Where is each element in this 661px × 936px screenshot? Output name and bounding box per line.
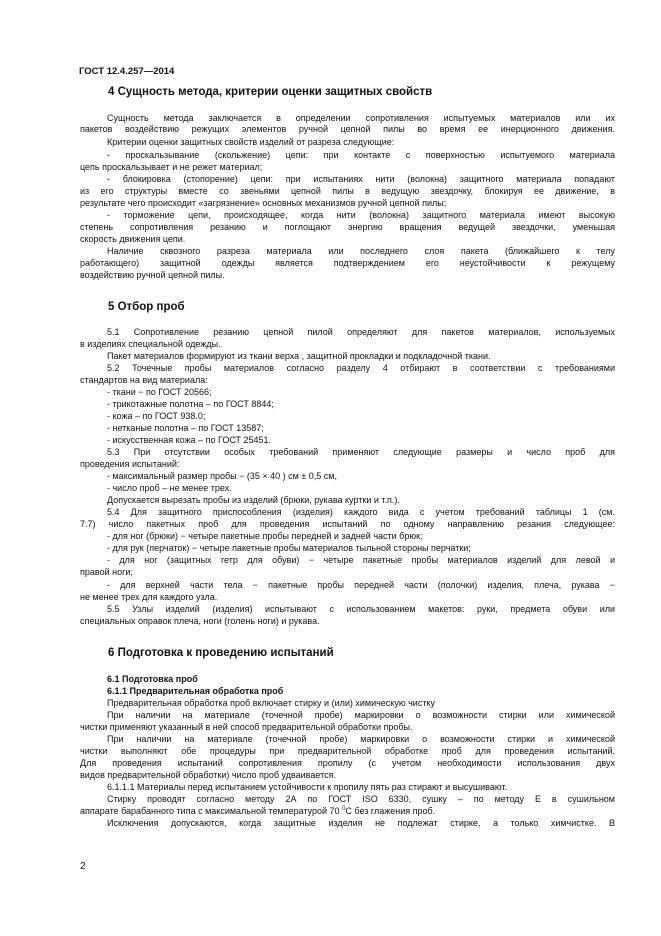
s5-line-7: - трикотажные полотна – по ГОСТ 8844; (107, 399, 274, 409)
s6-line-3: чистки применяют указанный в ней способ предварительной обработки пробы. (80, 722, 413, 732)
s6-line-11: Исключения допускаются, когда защитные изделия не подлежат стирке, а только химчистке. В (107, 818, 615, 828)
s5-line-12: проведения испытаний: (80, 459, 180, 469)
section-4-heading: 4 Сущность метода, критерии оценки защитных свойств (108, 86, 433, 98)
s6-line-4: При наличии на материале (точечной пробе) маркировки о возможности стирки и химической (107, 734, 615, 744)
page-number: 2 (80, 861, 86, 872)
s5-line-21: правой ноги; (80, 567, 133, 577)
s5-line-8: - кожа – по ГОСТ 938.0; (107, 411, 206, 421)
s5-line-17: 7.7) число пакетных проб для проведения испытаний по одному направлению резания следующее: (80, 519, 615, 529)
s4-line-7: из его структуры вместе со звеньями цепной пилы в ведущую звездочку, блокируя ее движение, в (80, 186, 615, 196)
s4-line-11: скорость движения цепи. (80, 234, 186, 244)
s5-line-3: Пакет материалов формируют из ткани верха , защитной прокладки и подкладочной ткани. (107, 351, 491, 361)
s5-line-20: - для ног (защитных гетр для обуви) − четыре пакетные пробы материалов изделий для левой и (107, 555, 615, 565)
s4-line-8: результате чего происходит «загрязнение» основных механизмов ручной цепной пилы; (80, 198, 447, 208)
s6-line-10-text: аппарате барабанного типа с максимальной температурой 70 (80, 806, 340, 816)
degree-superscript: 0 (342, 806, 346, 812)
s4-line-13: работающего) защитной одежды является подтверждением его неустойчивости к режущему (80, 258, 615, 268)
s5-line-19: - для рук (перчаток) − четыре пакетные пробы материалов тыльной стороны перчатки; (107, 543, 471, 553)
s5-line-23: не менее трех для каждого узла. (80, 592, 218, 602)
s6-line-8: 6.1.1.1 Материалы перед испытанием устойчивости к пропилу пять раз стирают и высушивают. (107, 782, 508, 792)
s5-line-10: - искусственная кожа – по ГОСТ 25451. (107, 435, 272, 445)
s5-line-14: - число проб – не менее трех. (107, 483, 232, 493)
s4-line-14: воздействию ручной цепной пилы. (80, 270, 225, 280)
s4-line-1: Сущность метода заключается в определении сопротивления испытуемых материалов или их (107, 113, 615, 123)
s5-line-22: - для верхней части тела − пакетные пробы передней части (полочки) изделия, плеча, рукава − (107, 580, 615, 590)
s6-line-10 (80, 806, 615, 817)
s5-line-18: - для ног (брюки) − четыре пакетные пробы передней и задней части брюк; (107, 531, 423, 541)
s5-line-24: 5.5 Узлы изделий (изделия) испытывают с использованием макетов: руки, предмета обуви или (107, 604, 615, 614)
standard-header: ГОСТ 12.4.257—2014 (79, 66, 175, 77)
s4-line-10: степень сопротивления резанию и поглощают энергию вращения ведущей звездочки, уменьшая (80, 222, 615, 232)
s5-line-25: специальных оправок плеча, ноги (голень ноги) и рукава. (80, 616, 320, 626)
section-5-heading: 5 Отбор проб (108, 301, 185, 313)
s4-line-4: - проскальзывание (скольжение) цепи: при контакте с поверхностью испытуемого материала (107, 150, 615, 160)
subsection-6-1-heading: 6.1 Подготовка проб (107, 674, 198, 684)
s5-line-4: 5.2 Точечные пробы материалов согласно разделу 4 отбирают в соответствии с требованиями (107, 363, 615, 373)
s4-line-9: - торможение цепи, происходящее, когда нити (волокна) защитного материала имеют высокую (107, 210, 615, 220)
s6-line-6: Для проведения испытаний сопротивления пропилу (с учетом необходимости использования двух (80, 758, 615, 768)
s6-line-5: чистки выполняют обе процедуры при предварительной обработке проб для проведения испытаний. (80, 746, 615, 756)
s4-line-2: пакетов воздействию режущих элементов ручной цепной пилы во время ее инерционного движения. (80, 124, 615, 134)
s4-line-12: Наличие сквозного разреза материала или последнего слоя пакета (ближайшего к телу (107, 246, 615, 256)
section-6-heading: 6 Подготовка к проведению испытаний (108, 647, 334, 659)
s4-line-3: Критерии оценки защитных свойств изделий от разреза следующие: (107, 137, 395, 147)
s6-line-10-tail: С без глажения проб. (345, 806, 436, 816)
subsection-6-1-1-heading: 6.1.1 Предварительная обработка проб (107, 686, 284, 696)
s5-line-13: - максимальный размер пробы − (35 × 40 ) см ± 0,5 см, (107, 471, 337, 481)
s5-line-15: Допускается вырезать пробы из изделий (брюки, рукава куртки и т.п.). (107, 495, 400, 505)
s4-line-6: - блокировка (стопорение) цепи: при испытаниях нити (волокна) защитного материала попадают (107, 174, 615, 184)
s5-line-11: 5.3 При отсутствии особых требований применяют следующие размеры и число проб для (107, 447, 615, 457)
s5-line-6: - ткани − по ГОСТ 20566; (107, 387, 212, 397)
s5-line-9: - нетканые полотна – по ГОСТ 13587; (107, 423, 264, 433)
s6-line-1: Предварительная обработка проб включает стирку и (или) химическую чистку (107, 698, 435, 708)
s6-line-2: При наличии на материале (точечной пробе) маркировки о возможности стирки или химической (107, 710, 615, 720)
s5-line-2: в изделиях специальной одежды. (80, 339, 221, 349)
s4-line-5: цепь проскальзывает и не режет материал; (80, 162, 263, 172)
s5-line-1: 5.1 Сопротивление резанию цепной пилой определяют для пакетов материалов, используемых (107, 327, 615, 337)
s6-line-9: Стирку проводят согласно методу 2А по ГОСТ ISO 6330, сушку – по методу Е в сушильном (107, 794, 615, 804)
s5-line-16: 5.4 Для защитного приспособления (изделия) каждого вида с учетом требований таблицы 1 (см. (107, 507, 615, 517)
s6-line-7: видов предварительной обработки) число проб удваивается. (80, 770, 336, 780)
s5-line-5: стандартов на вид материала: (80, 375, 208, 385)
